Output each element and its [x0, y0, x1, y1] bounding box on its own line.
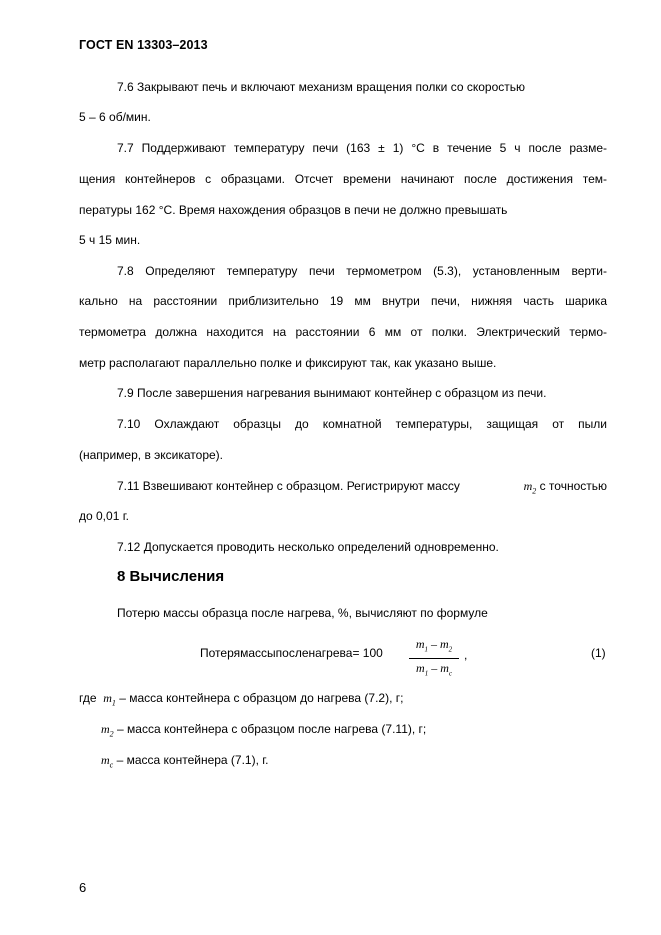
para-7-11-line-2: до 0,01 г. [79, 509, 129, 523]
formula-number: (1) [591, 646, 606, 660]
formula-fraction [409, 637, 459, 682]
definition-mc: $m_c$ – масса контейнера (7.1), г. [101, 753, 269, 770]
page-number: 6 [79, 880, 87, 895]
para-7-7-line-1: 7.7 Поддерживают температуру печи (163 ± 1) °С в течение 5 ч после разме- [117, 141, 607, 155]
definition-m2: $m_2$ – масса контейнера с образцом после нагрева (7.11), г; [101, 722, 427, 739]
para-7-12-line-1: 7.12 Допускается проводить несколько определений одновременно. [117, 540, 499, 554]
formula-numerator: $m_1 - m_2$ [415, 637, 453, 654]
para-7-6-line-1: 7.6 Закрывают печь и включают механизм вращения полки со скоростью [117, 80, 526, 94]
formula-denominator: $m_1 - m_c$ [416, 661, 452, 678]
para-7-11-line-1 [117, 478, 607, 499]
para-7-10-line-1: 7.10 Охлаждают образцы до комнатной температуры, защищая от пыли [117, 417, 607, 431]
para-7-8-line-4: метр располагают параллельно полке и фиксируют так, как указано выше. [79, 356, 497, 370]
definition-m1: где $m_1$ – масса контейнера с образцом до нагрева (7.2), г; [79, 691, 404, 708]
para-7-8-line-2: кально на расстоянии приблизительно 19 мм внутри печи, нижняя часть шарика [79, 294, 607, 308]
para-7-11-text-a: 7.11 Взвешивают контейнер с образцом. Регистрируют массу [117, 479, 460, 493]
para-7-8-line-1: 7.8 Определяют температуру печи термометром (5.3), установленным верти- [117, 264, 607, 278]
formula-comma: , [464, 648, 468, 662]
para-7-11-var-m2: $m_2$ с точностью [523, 479, 607, 496]
fraction-bar [409, 658, 459, 659]
para-7-6-line-2: 5 – 6 об/мин. [79, 110, 151, 124]
para-7-9-line-1: 7.9 После завершения нагревания вынимают контейнер с образцом из печи. [117, 386, 547, 400]
section-8-intro: Потерю массы образца после нагрева, %, вычисляют по формуле [117, 606, 488, 620]
para-7-7-line-3: пературы 162 °С. Время нахождения образцов в печи не должно превышать [79, 203, 508, 217]
section-8-title: 8 Вычисления [117, 568, 225, 585]
document-header: ГОСТ EN 13303–2013 [79, 38, 208, 52]
para-7-7-line-4: 5 ч 15 мин. [79, 233, 141, 247]
para-7-10-line-2: (например, в эксикаторе). [79, 448, 223, 462]
para-7-7-line-2: щения контейнеров с образцами. Отсчет времени начинают после достижения тем- [79, 172, 607, 186]
formula-lhs: Потерямассыпосленагрева= 100 [200, 646, 383, 660]
para-7-8-line-3: термометра должна находится на расстоянии 6 мм от полки. Электрический термо- [79, 325, 607, 339]
